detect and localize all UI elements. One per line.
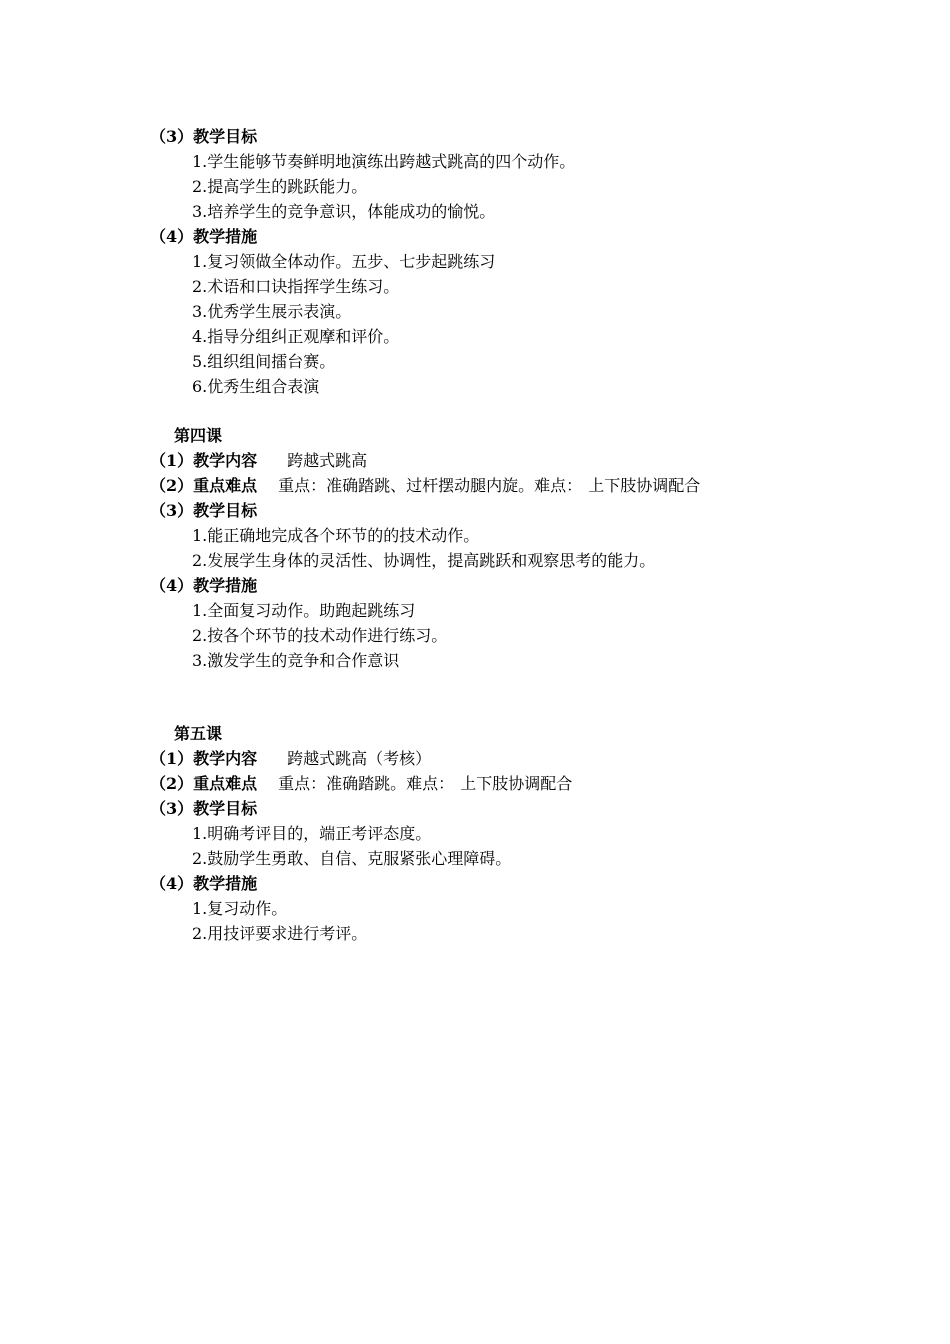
focus-label: 重点：	[278, 774, 327, 793]
content-row	[150, 448, 367, 473]
content-value: 跨越式跳高（考核）	[287, 749, 432, 768]
measure-item: 3.优秀学生展示表演。	[192, 302, 352, 321]
measures-heading: （4）教学措施	[150, 227, 258, 246]
measures-heading: （4）教学措施	[150, 874, 258, 893]
key-points-label: （2）重点难点	[150, 774, 258, 793]
measure-item: 1.复习动作。	[192, 899, 288, 918]
measure-item: 4.指导分组纠正观摩和评价。	[192, 327, 400, 346]
goal-item: 1.明确考评目的，端正考评态度。	[192, 824, 432, 843]
difficulty-label: 难点：	[406, 774, 455, 793]
measure-item: 3.激发学生的竞争和合作意识	[192, 651, 400, 670]
goal-item: 1.能正确地完成各个环节的的技术动作。	[192, 526, 480, 545]
difficulty-value: 上下肢协调配合	[588, 476, 701, 495]
focus-value: 准确踏跳、过杆摆动腿内旋。	[326, 476, 535, 495]
focus-value: 准确踏跳。	[326, 774, 407, 793]
key-points-label: （2）重点难点	[150, 476, 258, 495]
content-label: （1）教学内容	[150, 749, 258, 768]
key-points-row	[150, 771, 572, 796]
goals-heading: （3）教学目标	[150, 799, 258, 818]
measure-item: 2.按各个环节的技术动作进行练习。	[192, 626, 448, 645]
content-label: （1）教学内容	[150, 451, 258, 470]
goal-item: 1.学生能够节奏鲜明地演练出跨越式跳高的四个动作。	[192, 152, 576, 171]
focus-label: 重点：	[278, 476, 327, 495]
measure-item: 2.术语和口诀指挥学生练习。	[192, 277, 400, 296]
measures-heading: （4）教学措施	[150, 576, 258, 595]
measure-item: 1.全面复习动作。助跑起跳练习	[192, 601, 416, 620]
goal-item: 2.提高学生的跳跃能力。	[192, 177, 368, 196]
goal-item: 2.鼓励学生勇敢、自信、克服紧张心理障碍。	[192, 849, 512, 868]
difficulty-value: 上下肢协调配合	[460, 774, 573, 793]
content-value: 跨越式跳高	[287, 451, 368, 470]
difficulty-label: 难点：	[534, 476, 583, 495]
goals-heading: （3）教学目标	[150, 501, 258, 520]
lesson-title: 第五课	[174, 724, 223, 743]
measure-item: 5.组织组间擂台赛。	[192, 352, 336, 371]
content-row	[150, 746, 431, 771]
measure-item: 6.优秀生组合表演	[192, 377, 320, 396]
key-points-row	[150, 473, 700, 498]
goal-item: 2.发展学生身体的灵活性、协调性，提高跳跃和观察思考的能力。	[192, 551, 656, 570]
measure-item: 2.用技评要求进行考评。	[192, 924, 368, 943]
goal-item: 3.培养学生的竞争意识，体能成功的愉悦。	[192, 202, 496, 221]
lesson-title: 第四课	[174, 426, 223, 445]
goals-heading: （3）教学目标	[150, 127, 258, 146]
measure-item: 1.复习领做全体动作。五步、七步起跳练习	[192, 252, 496, 271]
